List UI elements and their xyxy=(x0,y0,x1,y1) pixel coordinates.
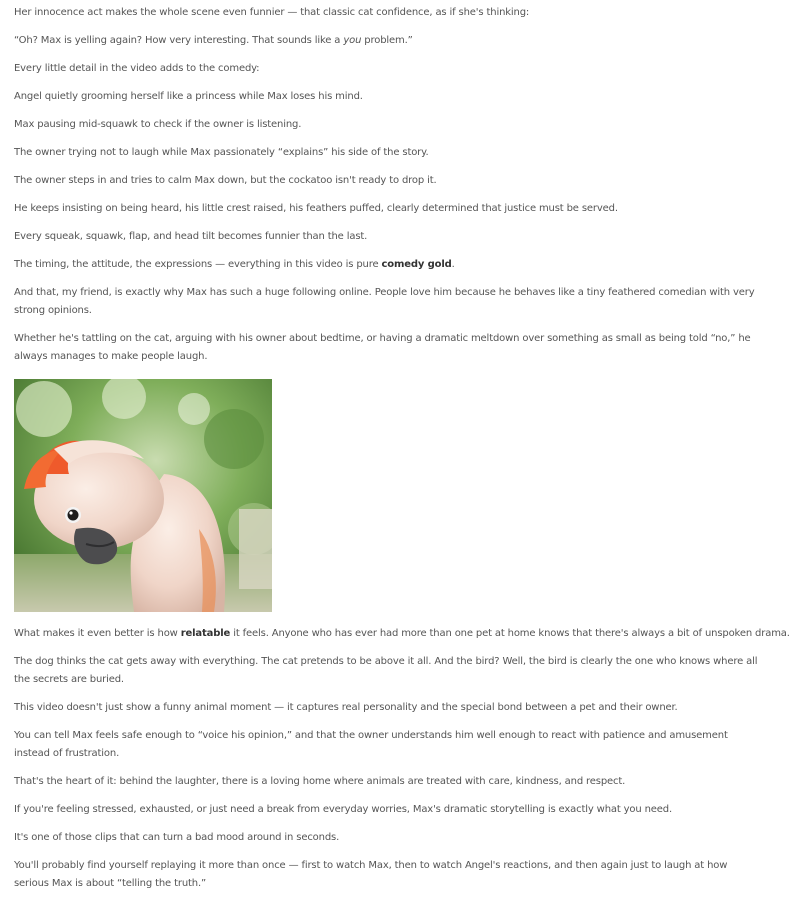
quote-text-end: problem.” xyxy=(361,35,413,46)
paragraph: You can tell Max feels safe enough to “voice his opinion,” and that the owner understands him well enough to react with patience and amusement instead of frustration. xyxy=(14,730,728,759)
paragraph-quote xyxy=(14,32,764,50)
paragraph: Every little detail in the video adds to the comedy: xyxy=(14,63,260,74)
text-start: The timing, the attitude, the expressions — everything in this video is pure xyxy=(14,259,382,270)
paragraph: That's the heart of it: behind the laughter, there is a loving home where animals are treated with care, kindness, and respect. xyxy=(14,776,626,787)
paragraph: Max pausing mid-squawk to check if the owner is listening. xyxy=(14,119,302,130)
paragraph: It's one of those clips that can turn a bad mood around in seconds. xyxy=(14,832,340,843)
paragraph: Her innocence act makes the whole scene even funnier — that classic cat confidence, as if she's thinking: xyxy=(14,7,530,18)
paragraph: Every squeak, squawk, flap, and head tilt becomes funnier than the last. xyxy=(14,231,368,242)
bold-phrase-comedy-gold: comedy gold xyxy=(381,259,452,270)
paragraph xyxy=(14,256,764,274)
paragraph: The owner trying not to laugh while Max passionately “explains” his side of the story. xyxy=(14,147,429,158)
text-end: it feels. Anyone who has ever had more than one pet at home knows that there's always a bit of unspoken drama. xyxy=(230,628,790,639)
paragraph: If you're feeling stressed, exhausted, or just need a break from everyday worries, Max's dramatic storytelling is exactly what you need. xyxy=(14,804,673,815)
paragraph: You'll probably find yourself replaying it more than once — first to watch Max, then to watch Angel's reactions, and then again just to laugh at how serious Max is about “telling the truth.” xyxy=(14,860,728,889)
paragraph: Whether he's tattling on the cat, arguing with his owner about bedtime, or having a dramatic meltdown over something as small as being told “no,” he always manages to make people laugh. xyxy=(14,333,751,362)
text-end: . xyxy=(451,259,455,270)
paragraph: Angel quietly grooming herself like a princess while Max loses his mind. xyxy=(14,91,363,102)
quote-text-start: “Oh? Max is yelling again? How very interesting. That sounds like a xyxy=(14,35,344,46)
paragraph: This video doesn't just show a funny animal moment — it captures real personality and the special bond between a pet and their owner. xyxy=(14,702,678,713)
paragraph: And that, my friend, is exactly why Max has such a huge following online. People love him because he behaves like a tiny feathered comedian with very strong opinions. xyxy=(14,287,755,316)
paragraph: The owner steps in and tries to calm Max down, but the cockatoo isn't ready to drop it. xyxy=(14,175,437,186)
text-start: What makes it even better is how xyxy=(14,628,181,639)
quote-emphasis: you xyxy=(343,35,362,46)
cockatoo-photo xyxy=(14,379,272,612)
paragraph: He keeps insisting on being heard, his little crest raised, his feathers puffed, clearly determined that justice must be served. xyxy=(14,203,618,214)
paragraph: The dog thinks the cat gets away with everything. The cat pretends to be above it all. And the bird? Well, the bird is clearly the one who knows where all the secrets are buried. xyxy=(14,656,758,685)
paragraph xyxy=(14,625,790,643)
bold-word-relatable: relatable xyxy=(180,628,231,639)
